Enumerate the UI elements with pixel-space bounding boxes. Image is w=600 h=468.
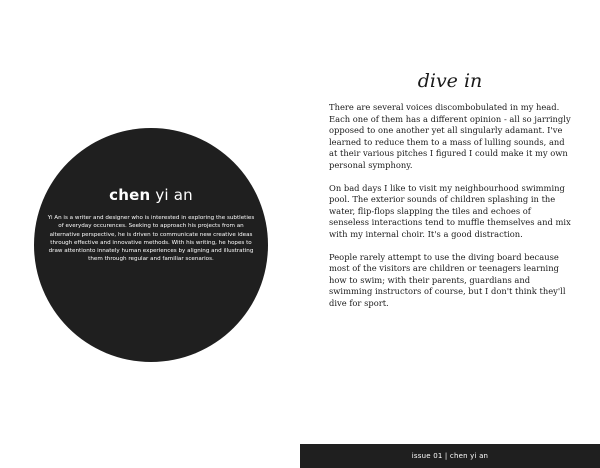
- article-paragraph: On bad days I like to visit my neighbourhood swimming pool. The exterior sounds of children splashing in the water, flip-flops slapping the tiles and echoes of senseless interactions tend to muffle themselves and mix with my internal choir. It's a good distraction.: [329, 182, 571, 239]
- author-bio: Yi An is a writer and designer who is interested in exploring the subtleties of everyday occurences. Seeking to approach his projects from an alternative perspective, he is driven to communicate new creative ideas through effective and innovative methods. With his writing, he hopes to draw attentionto innately human experiences by aligning and illustrating them through regular and familiar scenarios.: [47, 215, 255, 263]
- author-rest-name: yi an: [150, 186, 193, 204]
- author-name: [34, 186, 268, 204]
- article-title: dive in: [417, 70, 483, 92]
- article-body: [329, 102, 571, 321]
- footer-bar: [300, 444, 600, 468]
- right-page: [300, 0, 600, 468]
- footer-text: issue 01 | chen yi an: [411, 452, 489, 460]
- author-circle: [34, 128, 268, 362]
- article-paragraph: People rarely attempt to use the diving board because most of the visitors are children or teenagers learning how to swim; with their parents, guardians and swimming instructors of course, but I don't think they'll dive for sport.: [329, 251, 566, 308]
- article-paragraph: There are several voices discombobulated in my head. Each one of them has a different opinion - all so jarringly opposed to one another yet all singularly adamant. I've learned to reduce them to a mass of lulling sounds, and at their various pitches I figured I could make it my own personal symphony.: [329, 102, 571, 170]
- author-first-name: chen: [109, 186, 151, 204]
